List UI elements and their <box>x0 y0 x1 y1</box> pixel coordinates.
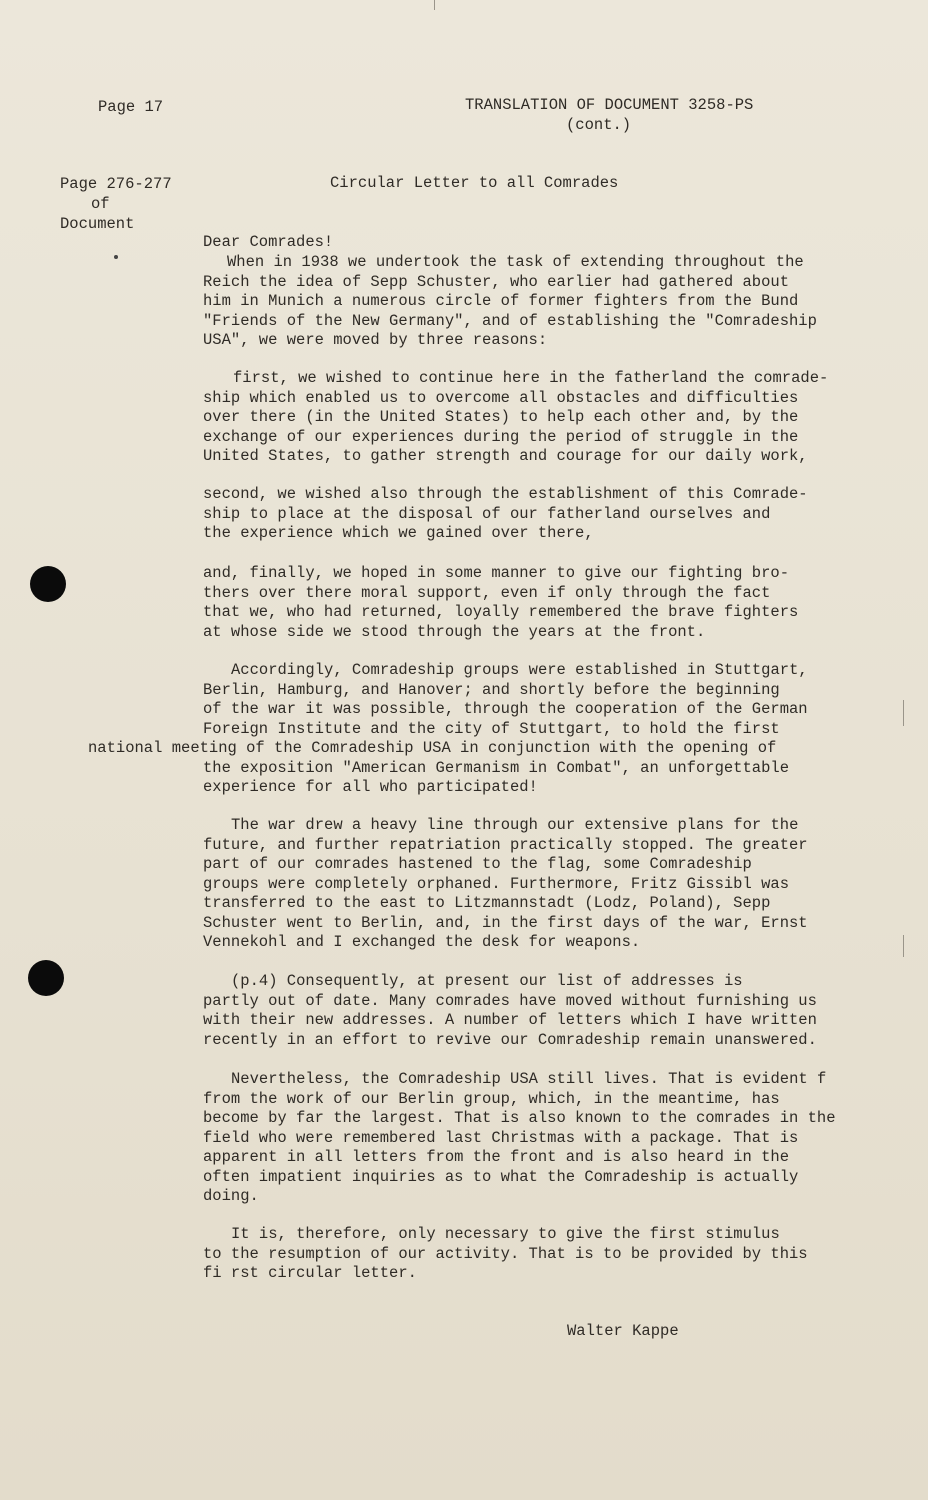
text-line: exchange of our experiences during the period of struggle in the <box>203 427 799 446</box>
paragraph-9 <box>203 1225 808 1284</box>
text-line: partly out of date. Many comrades have moved without furnishing us <box>203 991 817 1010</box>
text-line: "Friends of the New Germany", and of establishing the "Comradeship <box>203 311 817 330</box>
text-line: experience for all who participated! <box>203 778 538 796</box>
text-line: thers over there moral support, even if only through the fact <box>203 583 771 602</box>
paragraph-3 <box>203 485 808 544</box>
text-line: It is, therefore, only necessary to give the first stimulus <box>231 1225 780 1243</box>
text-line: Berlin, Hamburg, and Hanover; and shortly before the beginning <box>203 680 780 699</box>
text-line: The war drew a heavy line through our extensive plans for the <box>231 816 799 834</box>
text-line: of the war it was possible, through the cooperation of the German <box>203 700 808 718</box>
text-line: part of our comrades hastened to the flag, some Comradeship <box>203 855 752 873</box>
text-line: over there (in the United States) to help each other and, by the <box>203 408 799 426</box>
text-line: with their new addresses. A number of letters which I have written <box>203 1011 817 1029</box>
text-line: Vennekohl and I exchanged the desk for weapons. <box>203 933 641 951</box>
text-line: apparent in all letters from the front and is also heard in the <box>203 1148 789 1166</box>
text-line: at whose side we stood through the years at the front. <box>203 622 706 641</box>
text-line: and, finally, we hoped in some manner to give our fighting bro- <box>203 564 789 582</box>
paragraph-2 <box>203 369 828 467</box>
paragraph-1 <box>203 253 817 351</box>
margin-note-pages: Page 276-277 <box>60 175 172 193</box>
text-line: national meeting of the Comradeship USA in conjunction with the opening of <box>88 739 777 757</box>
text-line: second, we wished also through the establishment of this Comrade- <box>203 485 808 503</box>
text-line: When in 1938 we undertook the task of extending throughout the <box>227 253 804 271</box>
paragraph-8 <box>203 1070 836 1207</box>
letter-subject: Circular Letter to all Comrades <box>330 174 619 192</box>
text-line: United States, to gather strength and courage for our daily work, <box>203 447 808 465</box>
paragraph-4 <box>203 564 798 642</box>
text-line: ship which enabled us to overcome all obstacles and difficulties <box>203 388 799 407</box>
text-line: Reich the idea of Sepp Schuster, who earlier had gathered about <box>203 272 789 291</box>
text-line: from the work of our Berlin group, which, in the meantime, has <box>203 1089 780 1108</box>
text-line: Foreign Institute and the city of Stuttgart, to hold the first <box>203 719 780 738</box>
salutation: Dear Comrades! <box>203 233 334 251</box>
punch-hole-top <box>30 566 66 602</box>
paragraph-5 <box>88 661 808 798</box>
text-line: field who were remembered last Christmas with a package. That is <box>203 1128 799 1147</box>
text-line: Nevertheless, the Comradeship USA still lives. That is evident f <box>231 1070 827 1088</box>
document-title: TRANSLATION OF DOCUMENT 3258-PS <box>465 96 754 114</box>
text-line: doing. <box>203 1187 259 1205</box>
text-line: Accordingly, Comradeship groups were established in Stuttgart, <box>231 661 808 679</box>
text-line: the experience which we gained over there, <box>203 524 594 542</box>
text-line: future, and further repatriation practically stopped. The greater <box>203 835 808 854</box>
margin-mark <box>114 255 118 259</box>
paragraph-7 <box>203 972 817 1050</box>
text-line: transferred to the east to Litzmannstadt (Lodz, Poland), Sepp <box>203 894 771 912</box>
text-line: ship to place at the disposal of our fatherland ourselves and <box>203 504 771 523</box>
text-line: him in Munich a numerous circle of former fighters from the Bund <box>203 292 799 310</box>
text-line: often impatient inquiries as to what the Comradeship is actually <box>203 1167 799 1186</box>
text-line: USA", we were moved by three reasons: <box>203 331 548 349</box>
text-line: the exposition "American Germanism in Combat", an unforgettable <box>203 758 789 777</box>
text-line: to the resumption of our activity. That is to be provided by this <box>203 1244 808 1263</box>
text-line: first, we wished to continue here in the fatherland the comrade- <box>233 369 829 387</box>
margin-note-document: Document <box>60 215 135 233</box>
margin-note-of: of <box>91 195 110 213</box>
page-number: Page 17 <box>98 98 164 116</box>
text-line: become by far the largest. That is also known to the comrades in the <box>203 1109 836 1127</box>
text-line: fi rst circular letter. <box>203 1264 417 1282</box>
edge-mark <box>903 935 904 957</box>
text-line: recently in an effort to revive our Comradeship remain unanswered. <box>203 1030 817 1049</box>
signature: Walter Kappe <box>567 1322 679 1340</box>
top-mark <box>434 0 435 10</box>
text-line: groups were completely orphaned. Furthermore, Fritz Gissibl was <box>203 874 789 893</box>
text-line: that we, who had returned, loyally remembered the brave fighters <box>203 603 799 621</box>
edge-mark <box>903 700 904 726</box>
punch-hole-bottom <box>28 960 64 996</box>
document-title-continued: (cont.) <box>566 116 632 134</box>
text-line: Schuster went to Berlin, and, in the first days of the war, Ernst <box>203 913 808 932</box>
paragraph-6 <box>203 816 808 953</box>
text-line: (p.4) Consequently, at present our list of addresses is <box>231 972 743 990</box>
